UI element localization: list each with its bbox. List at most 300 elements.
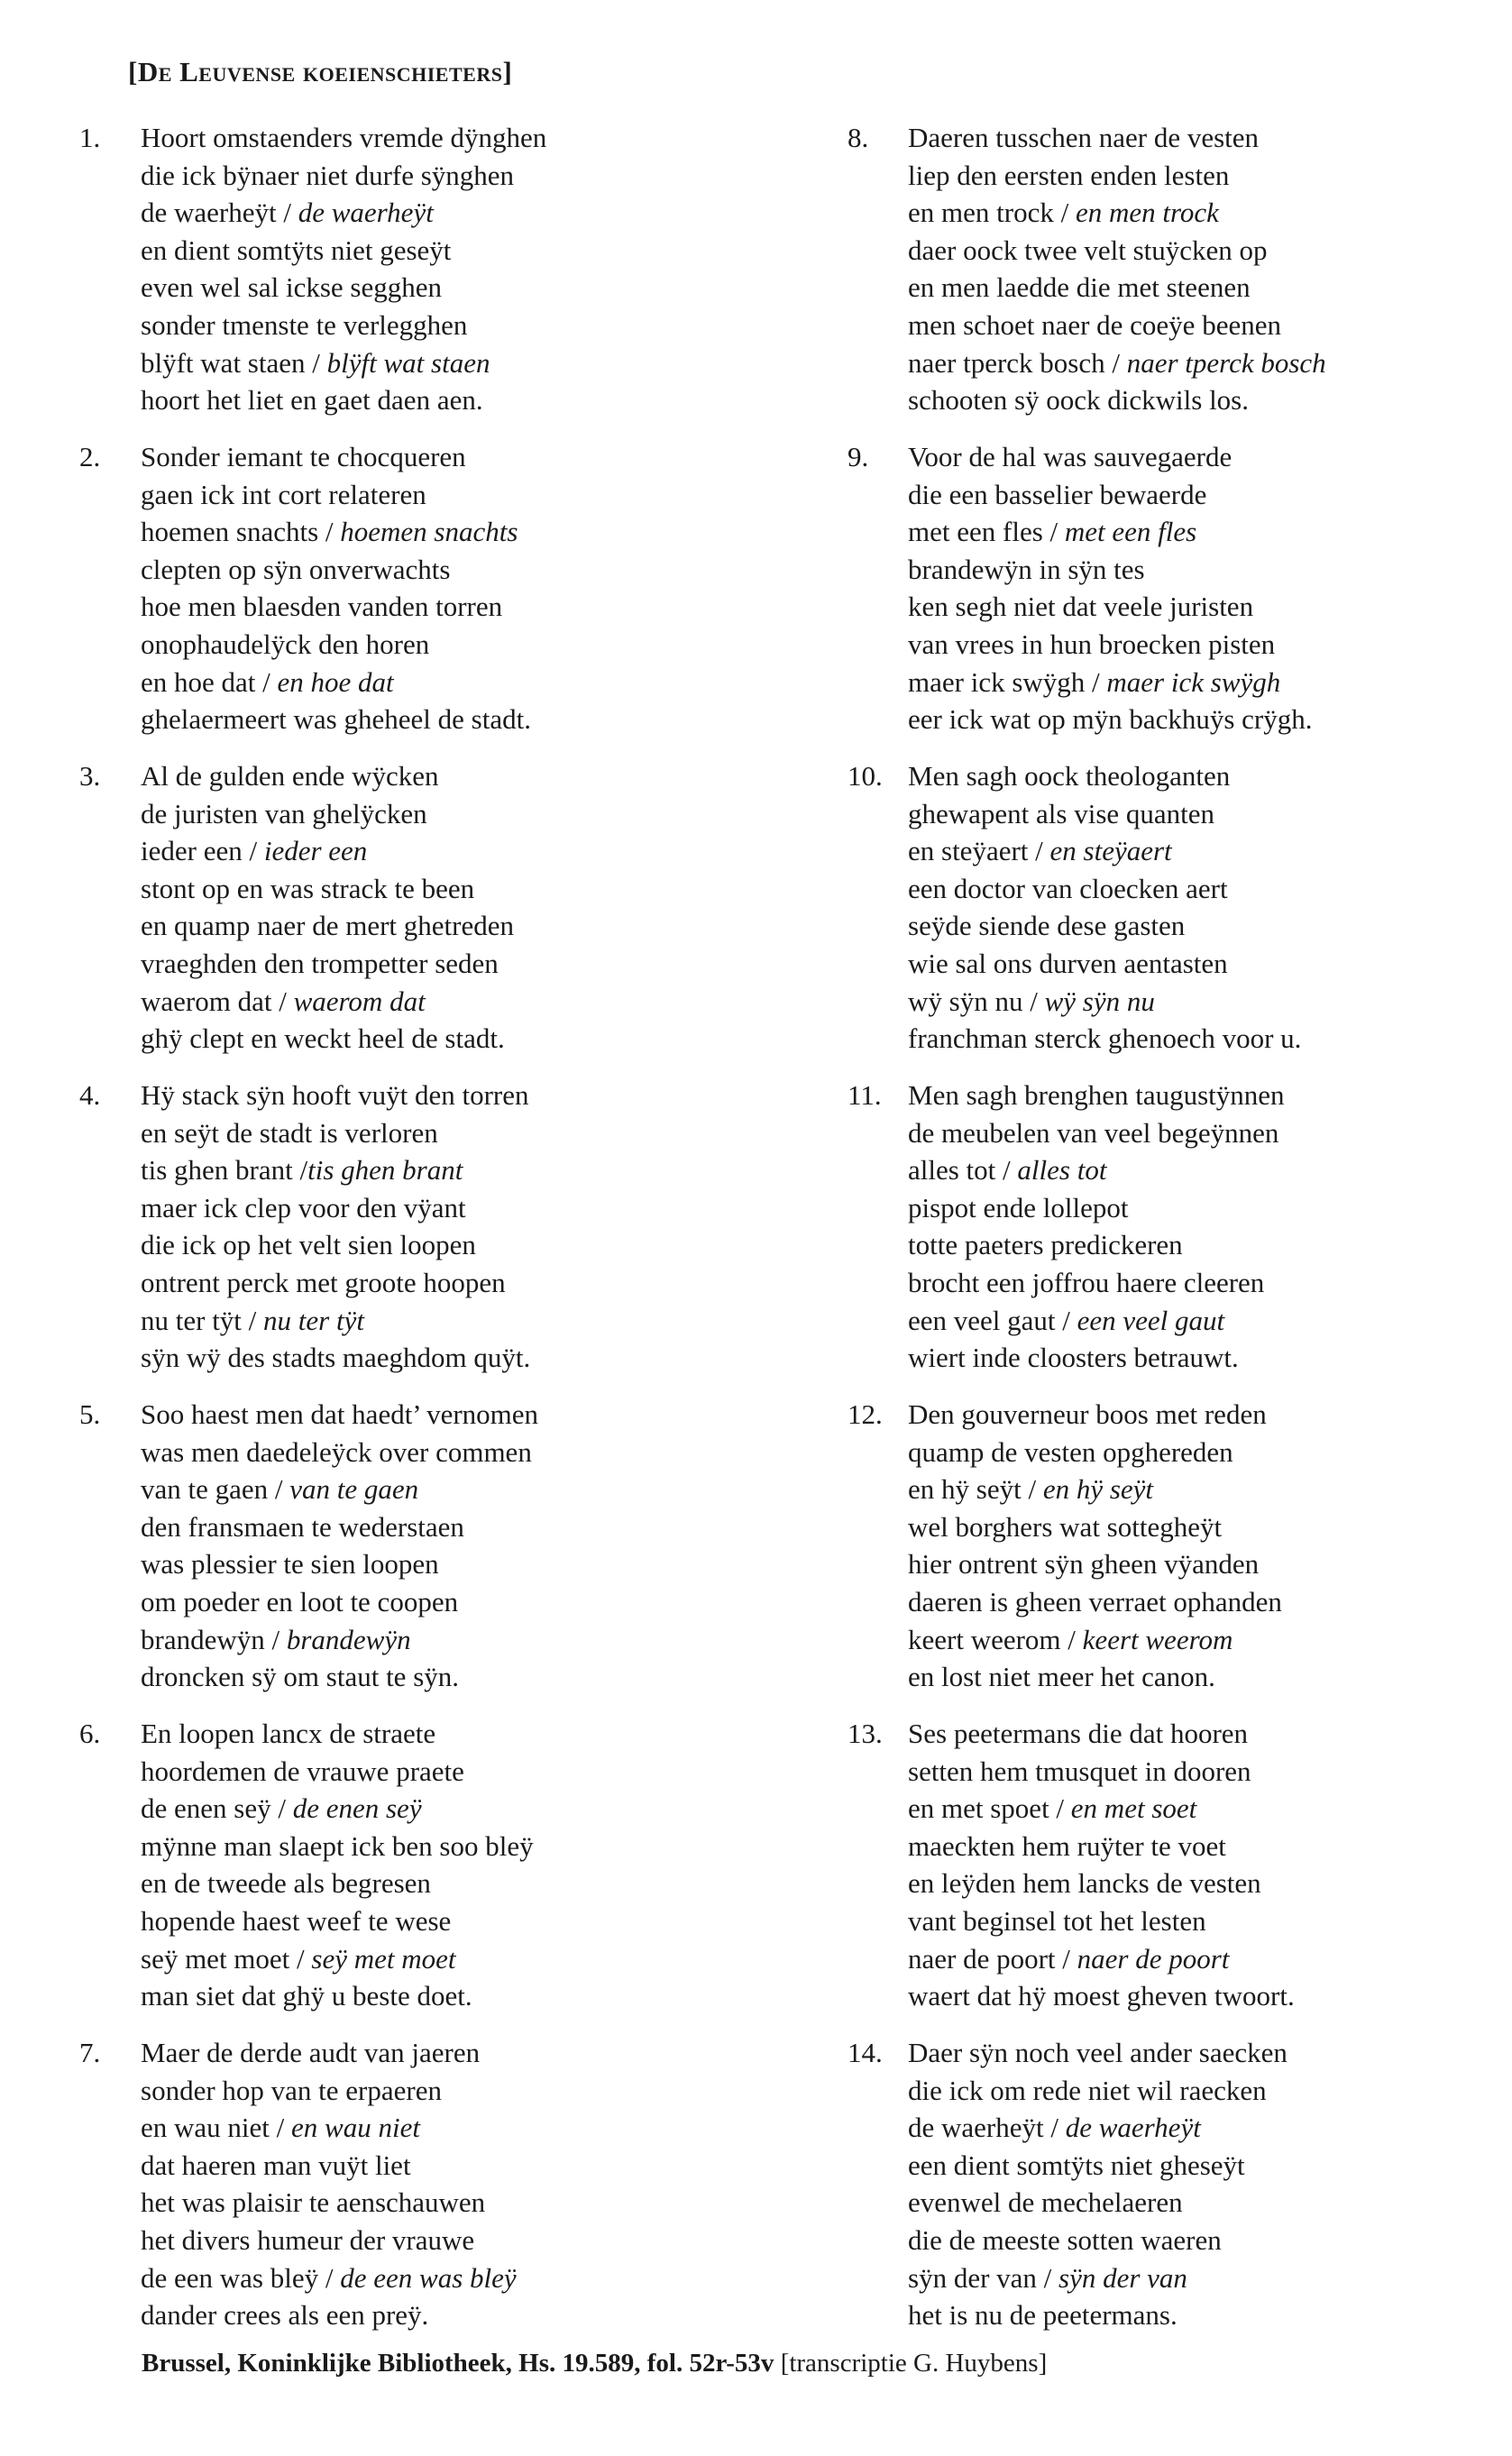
verse-text: hopende haest weef te wese bbox=[141, 1904, 452, 1937]
verse-line bbox=[908, 194, 1512, 232]
refrain-echo: alles tot bbox=[1017, 1154, 1107, 1187]
verse-text: sÿn wÿ des stadts maeghdom quÿt. bbox=[141, 1342, 531, 1374]
verse-line bbox=[908, 1658, 1512, 1696]
verse-text: keert weerom / bbox=[908, 1623, 1083, 1655]
verse-line bbox=[908, 157, 1512, 195]
stanza bbox=[848, 1396, 1512, 1715]
verse-text: en met spoet / bbox=[908, 1792, 1071, 1825]
verse-line bbox=[908, 1828, 1512, 1865]
verse-line bbox=[908, 381, 1512, 419]
stanza-lines bbox=[141, 1396, 808, 1696]
verse-text: een dient somtÿts niet gheseÿt bbox=[908, 2149, 1245, 2181]
stanza-lines bbox=[141, 2034, 808, 2334]
verse-line bbox=[908, 1396, 1512, 1434]
verse-line bbox=[908, 907, 1512, 945]
verse-text: die een basselier bewaerde bbox=[908, 478, 1207, 510]
stanza bbox=[79, 119, 765, 438]
verse-line bbox=[141, 232, 808, 270]
right-column bbox=[848, 119, 1512, 2353]
verse-line bbox=[141, 1621, 808, 1659]
verse-text: en seÿt de stadt is verloren bbox=[141, 1116, 438, 1149]
stanza-lines bbox=[141, 1715, 808, 2015]
verse-text: vant beginsel tot het lesten bbox=[908, 1904, 1206, 1937]
refrain-echo: en hÿ seÿt bbox=[1042, 1473, 1154, 1506]
verse-line bbox=[141, 1471, 808, 1508]
verse-text: sonder tmenste te verlegghen bbox=[141, 308, 468, 341]
verse-text: maeckten hem ruÿter te voet bbox=[908, 1829, 1226, 1862]
verse-text: seÿ met moet / bbox=[141, 1942, 312, 1975]
verse-text: Maer de derde audt van jaeren bbox=[141, 2037, 481, 2068]
verse-line bbox=[908, 1977, 1512, 2015]
verse-line bbox=[141, 1940, 808, 1978]
stanza-number: 3. bbox=[79, 760, 101, 792]
poem-title: [De Leuvense koeienschieters] bbox=[128, 56, 513, 87]
verse-text: het is nu de peetermans. bbox=[908, 2299, 1178, 2332]
verse-text: eer ick wat op mÿn backhuÿs crÿgh. bbox=[908, 703, 1313, 736]
stanza-number: 2. bbox=[79, 441, 101, 472]
refrain-echo: met een fles bbox=[1064, 516, 1197, 548]
verse-line bbox=[141, 1151, 808, 1189]
verse-text: was men daedeleÿck over commen bbox=[141, 1435, 532, 1468]
verse-line bbox=[908, 2259, 1512, 2297]
stanza-lines bbox=[141, 1077, 808, 1377]
verse-line bbox=[141, 1790, 808, 1828]
verse-line bbox=[908, 2296, 1512, 2334]
stanza bbox=[79, 757, 765, 1077]
verse-text: de een was bleÿ / bbox=[141, 2261, 341, 2294]
stanza bbox=[79, 1396, 765, 1715]
verse-line bbox=[141, 2222, 808, 2259]
verse-line bbox=[141, 1189, 808, 1227]
verse-line bbox=[908, 438, 1512, 476]
verse-text: wÿ sÿn nu / bbox=[908, 985, 1045, 1017]
verse-text: waerom dat / bbox=[141, 985, 294, 1017]
verse-text: onophaudelÿck den horen bbox=[141, 628, 430, 660]
stanza-number: 8. bbox=[848, 122, 869, 153]
verse-line bbox=[141, 1715, 808, 1753]
verse-line bbox=[908, 551, 1512, 589]
refrain-echo: tis ghen brant bbox=[307, 1154, 463, 1187]
verse-text: waert dat hÿ moest gheven twoort. bbox=[908, 1980, 1295, 2012]
verse-line bbox=[141, 2184, 808, 2222]
verse-line bbox=[908, 1583, 1512, 1621]
refrain-echo: een veel gaut bbox=[1077, 1304, 1225, 1336]
verse-line bbox=[141, 626, 808, 664]
verse-line bbox=[141, 344, 808, 382]
verse-text: ken segh niet dat veele juristen bbox=[908, 591, 1254, 623]
verse-text: Hoort omstaenders vremde dÿnghen bbox=[141, 122, 547, 153]
verse-line bbox=[141, 945, 808, 983]
verse-text: en quamp naer de mert ghetreden bbox=[141, 910, 515, 942]
verse-line bbox=[908, 1264, 1512, 1302]
verse-text: was plessier te sien loopen bbox=[141, 1548, 439, 1581]
stanza bbox=[79, 1715, 765, 2034]
verse-text: een veel gaut / bbox=[908, 1304, 1077, 1336]
verse-line bbox=[141, 381, 808, 419]
verse-text: Daer sÿn noch veel ander saecken bbox=[908, 2037, 1287, 2068]
verse-text: het divers humeur der vrauwe bbox=[141, 2223, 475, 2256]
verse-text: Soo haest men dat haedt’ vernomen bbox=[141, 1398, 539, 1430]
verse-text: pispot ende lollepot bbox=[908, 1191, 1129, 1223]
verse-text: naer de poort / bbox=[908, 1942, 1077, 1975]
verse-text: Sonder iemant te chocqueren bbox=[141, 441, 466, 472]
stanza-number: 9. bbox=[848, 441, 869, 472]
verse-text: die ick bÿnaer niet durfe sÿnghen bbox=[141, 159, 515, 191]
refrain-echo: en hoe dat bbox=[277, 665, 394, 698]
verse-line bbox=[141, 269, 808, 307]
verse-line bbox=[908, 1226, 1512, 1264]
stanza-lines bbox=[908, 119, 1512, 419]
verse-line bbox=[141, 2259, 808, 2297]
refrain-echo: de een was bleÿ bbox=[340, 2261, 517, 2294]
stanza-number: 5. bbox=[79, 1398, 101, 1430]
verse-line bbox=[908, 2109, 1512, 2147]
verse-line bbox=[908, 1715, 1512, 1753]
refrain-echo: de waerheÿt bbox=[298, 197, 434, 229]
verse-text: van te gaen / bbox=[141, 1473, 290, 1506]
stanza bbox=[848, 757, 1512, 1077]
verse-line bbox=[908, 1865, 1512, 1902]
verse-line bbox=[141, 119, 808, 157]
verse-text: men schoet naer de coeÿe beenen bbox=[908, 308, 1281, 341]
verse-line bbox=[141, 870, 808, 908]
verse-line bbox=[908, 1020, 1512, 1058]
stanza bbox=[848, 2034, 1512, 2353]
verse-text: alles tot / bbox=[908, 1154, 1018, 1187]
verse-text: en wau niet / bbox=[141, 2112, 292, 2144]
verse-line bbox=[908, 1339, 1512, 1377]
verse-line bbox=[908, 2184, 1512, 2222]
verse-line bbox=[908, 1902, 1512, 1940]
verse-text: maer ick clep voor den vÿant bbox=[141, 1191, 466, 1223]
stanza bbox=[848, 119, 1512, 438]
stanza-number: 7. bbox=[79, 2037, 101, 2068]
refrain-echo: keert weerom bbox=[1082, 1623, 1233, 1655]
verse-line bbox=[141, 757, 808, 795]
verse-line bbox=[908, 983, 1512, 1021]
verse-text: en lost niet meer het canon. bbox=[908, 1661, 1215, 1693]
verse-text: en men laedde die met steenen bbox=[908, 271, 1251, 304]
verse-text: wel borghers wat sotteghеÿt bbox=[908, 1510, 1223, 1543]
refrain-echo: blÿft wat staen bbox=[326, 346, 490, 379]
verse-text: Voor de hal was sauvegaerde bbox=[908, 441, 1233, 472]
verse-line bbox=[141, 513, 808, 551]
verse-text: naer tperck bosch / bbox=[908, 346, 1127, 379]
verse-text: daeren is gheen verraet ophanden bbox=[908, 1585, 1282, 1617]
refrain-echo: naer de poort bbox=[1077, 1942, 1230, 1975]
verse-text: Al de gulden ende wÿcken bbox=[141, 760, 439, 792]
verse-text: droncken sÿ om staut te sÿn. bbox=[141, 1661, 460, 1693]
verse-line bbox=[141, 1828, 808, 1865]
verse-line bbox=[141, 664, 808, 701]
verse-line bbox=[141, 983, 808, 1021]
stanza bbox=[848, 1077, 1512, 1396]
verse-text: stont op en was strack te been bbox=[141, 872, 475, 904]
verse-text: vraeghden den trompetter seden bbox=[141, 947, 499, 979]
verse-text: wiert inde cloosters betrauwt. bbox=[908, 1342, 1239, 1374]
verse-text: die de meeste sotten waeren bbox=[908, 2223, 1222, 2256]
verse-text: Den gouverneur boos met reden bbox=[908, 1398, 1267, 1430]
verse-text: even wel sal ickse segghen bbox=[141, 271, 442, 304]
verse-line bbox=[141, 2072, 808, 2110]
verse-line bbox=[141, 1077, 808, 1114]
verse-line bbox=[908, 757, 1512, 795]
refrain-echo: hoemen snachts bbox=[340, 516, 518, 548]
verse-text: Hÿ stack sÿn hooft vuÿt den torren bbox=[141, 1079, 529, 1111]
verse-line bbox=[141, 157, 808, 195]
verse-text: ghelaermeert was gheheel de stadt. bbox=[141, 703, 531, 736]
verse-text: seÿde siende dese gasten bbox=[908, 910, 1186, 942]
verse-line bbox=[908, 870, 1512, 908]
transcription-note: [transcriptie G. Huybens] bbox=[774, 2349, 1048, 2378]
verse-text: dat haeren man vuÿt liet bbox=[141, 2149, 411, 2181]
verse-line bbox=[141, 1583, 808, 1621]
verse-line bbox=[141, 1753, 808, 1791]
verse-line bbox=[141, 1658, 808, 1696]
verse-line bbox=[908, 664, 1512, 701]
verse-text: totte paeters predickeren bbox=[908, 1229, 1183, 1261]
verse-text: en hÿ seÿt / bbox=[908, 1473, 1043, 1506]
verse-text: de juristen van ghelÿcken bbox=[141, 797, 427, 829]
verse-text: En loopen lancx de straete bbox=[141, 1718, 436, 1749]
stanza-lines bbox=[908, 2034, 1512, 2334]
verse-line bbox=[908, 1151, 1512, 1189]
verse-line bbox=[141, 1226, 808, 1264]
verse-text: en de tweede als begresen bbox=[141, 1867, 431, 1900]
verse-line bbox=[141, 1339, 808, 1377]
verse-text: gaen ick int cort relateren bbox=[141, 478, 426, 510]
verse-line bbox=[908, 1189, 1512, 1227]
verse-line bbox=[908, 701, 1512, 738]
verse-line bbox=[141, 307, 808, 344]
verse-text: hoemen snachts / bbox=[141, 516, 341, 548]
verse-line bbox=[141, 832, 808, 870]
verse-line bbox=[908, 1471, 1512, 1508]
verse-text: en dient somtÿts niet geseÿt bbox=[141, 234, 452, 266]
verse-line bbox=[908, 513, 1512, 551]
verse-text: schooten sÿ oock dickwils los. bbox=[908, 384, 1249, 417]
refrain-echo: maer ick swÿgh bbox=[1106, 665, 1281, 698]
verse-line bbox=[141, 907, 808, 945]
refrain-echo: en wau niet bbox=[291, 2112, 420, 2144]
stanza-number: 1. bbox=[79, 122, 101, 153]
stanza-lines bbox=[908, 438, 1512, 738]
verse-text: dander crees als een preÿ. bbox=[141, 2299, 429, 2332]
verse-text: quamp de vesten opghereden bbox=[908, 1435, 1233, 1468]
verse-line bbox=[141, 1977, 808, 2015]
verse-text: evenwel de mechelaeren bbox=[908, 2186, 1183, 2219]
verse-text: ghÿ clept en weckt heel de stadt. bbox=[141, 1022, 505, 1055]
verse-line bbox=[141, 1902, 808, 1940]
source-reference: Brussel, Koninklijke Bibliotheek, Hs. 19.589, fol. 52r-53v bbox=[142, 2349, 774, 2378]
verse-text: met een fles / bbox=[908, 516, 1065, 548]
verse-line bbox=[908, 945, 1512, 983]
refrain-echo: ieder een bbox=[263, 835, 368, 867]
verse-text: franchman sterck ghenoech voor u. bbox=[908, 1022, 1302, 1055]
verse-line bbox=[141, 2147, 808, 2185]
verse-line bbox=[141, 1434, 808, 1471]
refrain-echo: van te gaen bbox=[289, 1473, 419, 1506]
left-column bbox=[79, 119, 765, 2353]
verse-line bbox=[141, 1114, 808, 1152]
refrain-echo: naer tperck bosch bbox=[1126, 346, 1326, 379]
refrain-echo: wÿ sÿn nu bbox=[1044, 985, 1155, 1017]
refrain-echo: nu ter tÿt bbox=[263, 1304, 364, 1336]
verse-line bbox=[908, 1434, 1512, 1471]
verse-text: die ick op het velt sien loopen bbox=[141, 1229, 476, 1261]
verse-line bbox=[908, 269, 1512, 307]
stanza-lines bbox=[908, 757, 1512, 1058]
verse-line bbox=[908, 344, 1512, 382]
verse-line bbox=[141, 194, 808, 232]
verse-text: brandewÿn in sÿn tes bbox=[908, 553, 1145, 585]
refrain-echo: waerom dat bbox=[293, 985, 426, 1017]
verse-line bbox=[141, 1545, 808, 1583]
verse-line bbox=[908, 2034, 1512, 2072]
verse-line bbox=[141, 2109, 808, 2147]
verse-line bbox=[141, 701, 808, 738]
stanza-number: 10. bbox=[848, 760, 883, 792]
refrain-echo: seÿ met moet bbox=[311, 1942, 456, 1975]
verse-text: den fransmaen te wederstaen bbox=[141, 1510, 464, 1543]
verse-line bbox=[141, 551, 808, 589]
verse-text: Daeren tusschen naer de vesten bbox=[908, 122, 1260, 153]
refrain-echo: en men trock bbox=[1075, 197, 1219, 229]
verse-line bbox=[141, 1396, 808, 1434]
refrain-echo: en steÿaert bbox=[1049, 835, 1172, 867]
verse-text: een doctor van cloecken aert bbox=[908, 872, 1228, 904]
verse-text: maer ick swÿgh / bbox=[908, 665, 1107, 698]
verse-line bbox=[908, 232, 1512, 270]
verse-text: Men sagh brenghen taugustÿnnen bbox=[908, 1079, 1285, 1111]
stanza-number: 4. bbox=[79, 1079, 101, 1111]
verse-text: van vrees in hun broecken pisten bbox=[908, 628, 1276, 660]
stanza bbox=[79, 438, 765, 757]
verse-text: en men trock / bbox=[908, 197, 1076, 229]
stanza bbox=[79, 1077, 765, 1396]
verse-text: hier ontrent sÿn gheen vÿanden bbox=[908, 1548, 1260, 1581]
stanza bbox=[79, 2034, 765, 2353]
verse-line bbox=[908, 1077, 1512, 1114]
verse-line bbox=[908, 1302, 1512, 1340]
verse-text: clepten op sÿn onverwachts bbox=[141, 553, 451, 585]
verse-text: brandewÿn / bbox=[141, 1623, 287, 1655]
verse-text: brocht een joffrou haere cleeren bbox=[908, 1266, 1265, 1298]
refrain-echo: de enen seÿ bbox=[292, 1792, 422, 1825]
verse-line bbox=[141, 1264, 808, 1302]
verse-text: man siet dat ghÿ u beste doet. bbox=[141, 1980, 472, 2012]
verse-text: mÿnne man slaept ick ben soo bleÿ bbox=[141, 1829, 534, 1862]
verse-text: hoe men blaesden vanden torren bbox=[141, 591, 503, 623]
verse-line bbox=[141, 588, 808, 626]
verse-line bbox=[908, 1753, 1512, 1791]
verse-line bbox=[141, 1508, 808, 1546]
verse-line bbox=[908, 2222, 1512, 2259]
verse-line bbox=[908, 1114, 1512, 1152]
verse-text: en leÿden hem lancks de vesten bbox=[908, 1867, 1261, 1900]
verse-text: ieder een / bbox=[141, 835, 264, 867]
refrain-echo: en met soet bbox=[1070, 1792, 1197, 1825]
verse-line bbox=[141, 1865, 808, 1902]
verse-text: nu ter tÿt / bbox=[141, 1304, 264, 1336]
verse-line bbox=[141, 438, 808, 476]
verse-text: ghewapent als vise quanten bbox=[908, 797, 1215, 829]
verse-line bbox=[908, 1940, 1512, 1978]
verse-line bbox=[141, 476, 808, 514]
stanza-number: 11. bbox=[848, 1079, 882, 1111]
verse-text: hoort het liet en gaet daen aen. bbox=[141, 384, 483, 417]
stanza-lines bbox=[908, 1077, 1512, 1377]
verse-text: de meubelen van veel begeÿnnen bbox=[908, 1116, 1279, 1149]
verse-text: daer oock twee velt stuÿcken op bbox=[908, 234, 1268, 266]
verse-text: die ick om rede niet wil raecken bbox=[908, 2074, 1267, 2106]
verse-line bbox=[908, 1790, 1512, 1828]
verse-line bbox=[908, 119, 1512, 157]
verse-text: sÿn der van / bbox=[908, 2261, 1059, 2294]
verse-line bbox=[141, 2296, 808, 2334]
verse-text: en hoe dat / bbox=[141, 665, 278, 698]
refrain-echo: de waerheÿt bbox=[1065, 2112, 1201, 2144]
stanza-number: 14. bbox=[848, 2037, 883, 2068]
verse-text: blÿft wat staen / bbox=[141, 346, 327, 379]
verse-line bbox=[141, 1020, 808, 1058]
verse-line bbox=[908, 626, 1512, 664]
verse-text: het was plaisir te aenschauwen bbox=[141, 2186, 486, 2219]
verse-text: wie sal ons durven aentasten bbox=[908, 947, 1228, 979]
verse-text: Men sagh oock theologanten bbox=[908, 760, 1231, 792]
stanza-number: 12. bbox=[848, 1398, 883, 1430]
verse-text: ontrent perck met groote hoopen bbox=[141, 1266, 506, 1298]
source-citation bbox=[142, 2349, 1047, 2378]
verse-line bbox=[908, 1508, 1512, 1546]
verse-text: hoordemen de vrauwe praete bbox=[141, 1755, 464, 1787]
verse-line bbox=[908, 476, 1512, 514]
verse-line bbox=[908, 795, 1512, 833]
verse-line bbox=[908, 2147, 1512, 2185]
stanza-number: 13. bbox=[848, 1718, 883, 1749]
verse-text: sonder hop van te erpaeren bbox=[141, 2074, 442, 2106]
verse-text: de waerheÿt / bbox=[141, 197, 298, 229]
verse-text: om poeder en loot te coopen bbox=[141, 1585, 459, 1617]
verse-line bbox=[908, 1621, 1512, 1659]
refrain-echo: brandewÿn bbox=[286, 1623, 411, 1655]
stanza bbox=[848, 1715, 1512, 2034]
verse-text: tis ghen brant / bbox=[141, 1154, 308, 1187]
stanza-lines bbox=[141, 438, 808, 738]
verse-line bbox=[141, 1302, 808, 1340]
stanza bbox=[848, 438, 1512, 757]
verse-text: liep den eersten enden lesten bbox=[908, 159, 1230, 191]
verse-text: Ses peetermans die dat hooren bbox=[908, 1718, 1249, 1749]
verse-text: setten hem tmusquet in dooren bbox=[908, 1755, 1251, 1787]
verse-line bbox=[908, 307, 1512, 344]
stanza-lines bbox=[141, 119, 808, 419]
verse-line bbox=[908, 1545, 1512, 1583]
stanza-number: 6. bbox=[79, 1718, 101, 1749]
refrain-echo: sÿn der van bbox=[1058, 2261, 1187, 2294]
verse-line bbox=[141, 2034, 808, 2072]
verse-line bbox=[141, 795, 808, 833]
verse-text: en steÿaert / bbox=[908, 835, 1050, 867]
verse-text: de enen seÿ / bbox=[141, 1792, 293, 1825]
stanza-lines bbox=[908, 1396, 1512, 1696]
stanza-lines bbox=[908, 1715, 1512, 2015]
stanza-lines bbox=[141, 757, 808, 1058]
verse-line bbox=[908, 2072, 1512, 2110]
verse-text: de waerheÿt / bbox=[908, 2112, 1066, 2144]
verse-line bbox=[908, 588, 1512, 626]
verse-line bbox=[908, 832, 1512, 870]
